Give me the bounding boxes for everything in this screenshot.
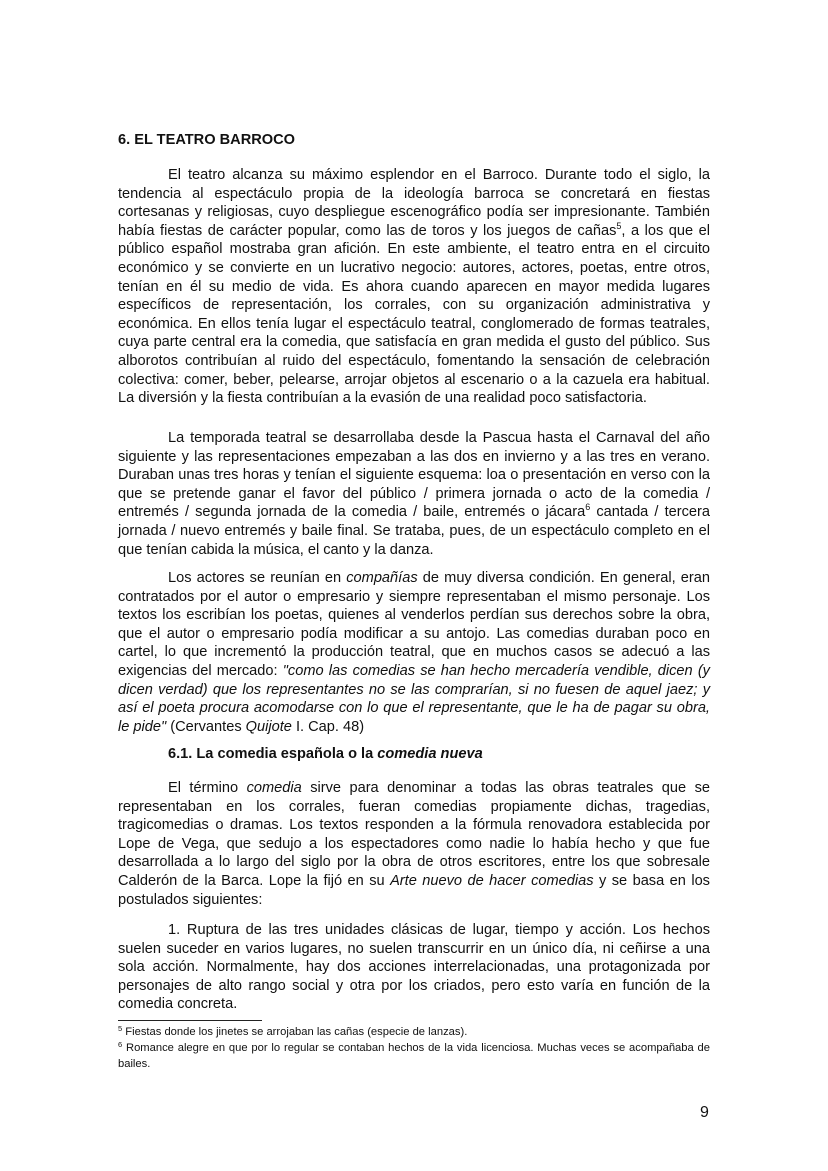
paragraph-text: cantada / tercera jornada / nuevo entremés y baile final. Se trataba, pues, de un espectáculo completo en el que tenían cabida la música, el canto y la danza.: [118, 504, 711, 558]
footnote-text: Romance alegre en que por lo regular se contaban hechos de la vida licenciosa. Muchas veces se acompañaba de bailes.: [118, 1042, 710, 1070]
footnote-6: [118, 1041, 710, 1072]
footnote-divider: [118, 1020, 262, 1021]
paragraph-text: La temporada teatral se desarrollaba desde la Pascua hasta el Carnaval del año siguiente y las representaciones empezaban a las dos en invierno y a las tres en verano. Duraban unas tres horas y tenían el siguiente esquema: loa o presentación en verso con la que se pretende ganar el favor del público / primera jornada o acto de la comedia / entremés / segunda jornada de la comedia / baile, entremés o jácara: [118, 430, 710, 521]
paragraph-intro: [118, 166, 710, 408]
footnote-5: [118, 1025, 710, 1041]
subsection-title: [168, 746, 483, 762]
quote-text: "como las comedias se han hecho mercadería vendible, dicen (y dicen verdad) que los representantes no se las comprarían, si no fuesen de aquel jaez; y así el poeta procura acomodarse con lo que el representante, que le ha de pagar su obra, le pide": [118, 662, 710, 735]
emphasis-text: Arte nuevo de hacer comedias: [390, 872, 594, 889]
paragraph-actors: [118, 569, 710, 736]
footnote-mark: 6: [118, 1040, 123, 1049]
paragraph-text: Los actores se reunían en: [168, 570, 347, 586]
footnote-mark: 5: [118, 1024, 123, 1033]
footnote-ref[interactable]: 5: [616, 220, 622, 231]
paragraph-postulate-1: [118, 921, 710, 1014]
emphasis-text: compañías: [346, 570, 418, 586]
subsection-title-text: 6.1. La comedia española o la: [168, 746, 378, 762]
paragraph-text: sirve para denominar a todas las obras teatrales que se representaban en los corrales, fueran comedias propiamente dichas, tragedias, tragicomedias o dramas. Los textos responden a la fórmula renovadora establecida por Lope de Vega, que sedujo a los espectadores como nadie lo había hecho y que fue desarrollada a lo largo del siglo por la obra de otros escritores, entre los que sobresale Calderón de la Barca. Lope la fijó en su: [118, 780, 710, 889]
page-number: 9: [700, 1104, 709, 1121]
emphasis-text: Quijote: [245, 718, 292, 735]
subsection-title-italic: comedia nueva: [377, 746, 483, 762]
paragraph-text: y se basa en los postulados siguientes:: [118, 872, 710, 908]
paragraph-text: (Cervantes: [166, 718, 246, 735]
footnote-ref[interactable]: 6: [585, 502, 591, 513]
paragraph-season: [118, 429, 710, 559]
paragraph-text: El teatro alcanza su máximo esplendor en el Barroco. Durante todo el siglo, la tendencia al espectáculo propia de la ideología barroca se concretará en fiestas cortesanas y religiosas, cuyo despliegue escenográfico podía ser impresionante. También había fiestas de carácter popular, como las de toros y los juegos de cañas: [118, 167, 710, 239]
section-title: 6. EL TEATRO BARROCO: [118, 132, 296, 148]
paragraph-text: I. Cap. 48): [291, 718, 365, 735]
paragraph-comedia: [118, 779, 710, 909]
emphasis-text: comedia: [246, 780, 302, 796]
paragraph-text: 1. Ruptura de las tres unidades clásicas de lugar, tiempo y acción. Los hechos suelen suceder en varios lugares, no suelen transcurrir en un único día, ni ceñirse a una sola acción. Normalmente, hay dos acciones interrelacionadas, una protagonizada por personajes de alto rango social y otra por los criados, pero esto varía en función de la comedia concreta.: [118, 922, 710, 1013]
footnote-text: Fiestas donde los jinetes se arrojaban las cañas (especie de lanzas).: [122, 1026, 468, 1038]
paragraph-text: de muy diversa condición. En general, eran contratados por el autor o empresario y siempre representaban el mismo personaje. Los textos los escribían los poetas, quienes al venderlos perdían sus derechos sobre la obra, que el autor o empresario podía modificar a su antojo. Las comedias duraban poco en cartel, lo que incrementó la producción teatral, que en muchos casos se adecuó a las exigencias del mercado:: [118, 570, 710, 679]
paragraph-text: , a los que el público español mostraba gran afición. En este ambiente, el teatro entra en el circuito económico y se convierte en un lucrativo negocio: autores, actores, poetas, entre otros, tenían en él su medio de vida. Es ahora cuando aparecen en mayor medida lugares específicos de representación, los corrales, con su organización administrativa y económica. En ellos tenía lugar el espectáculo teatral, conglomerado de formas teatrales, cuya parte central era la comedia, que satisfacía en gran medida el gusto del público. Sus alborotos contribuían al ruido del espectáculo, fomentando la sensación de celebración colectiva: comer, beber, pelearse, arrojar objetos al escenario o a la cazuela era habitual. La diversión y la fiesta contribuían a la evasión de una realidad poco satisfactoria.: [118, 222, 710, 407]
paragraph-text: El término: [168, 780, 247, 796]
